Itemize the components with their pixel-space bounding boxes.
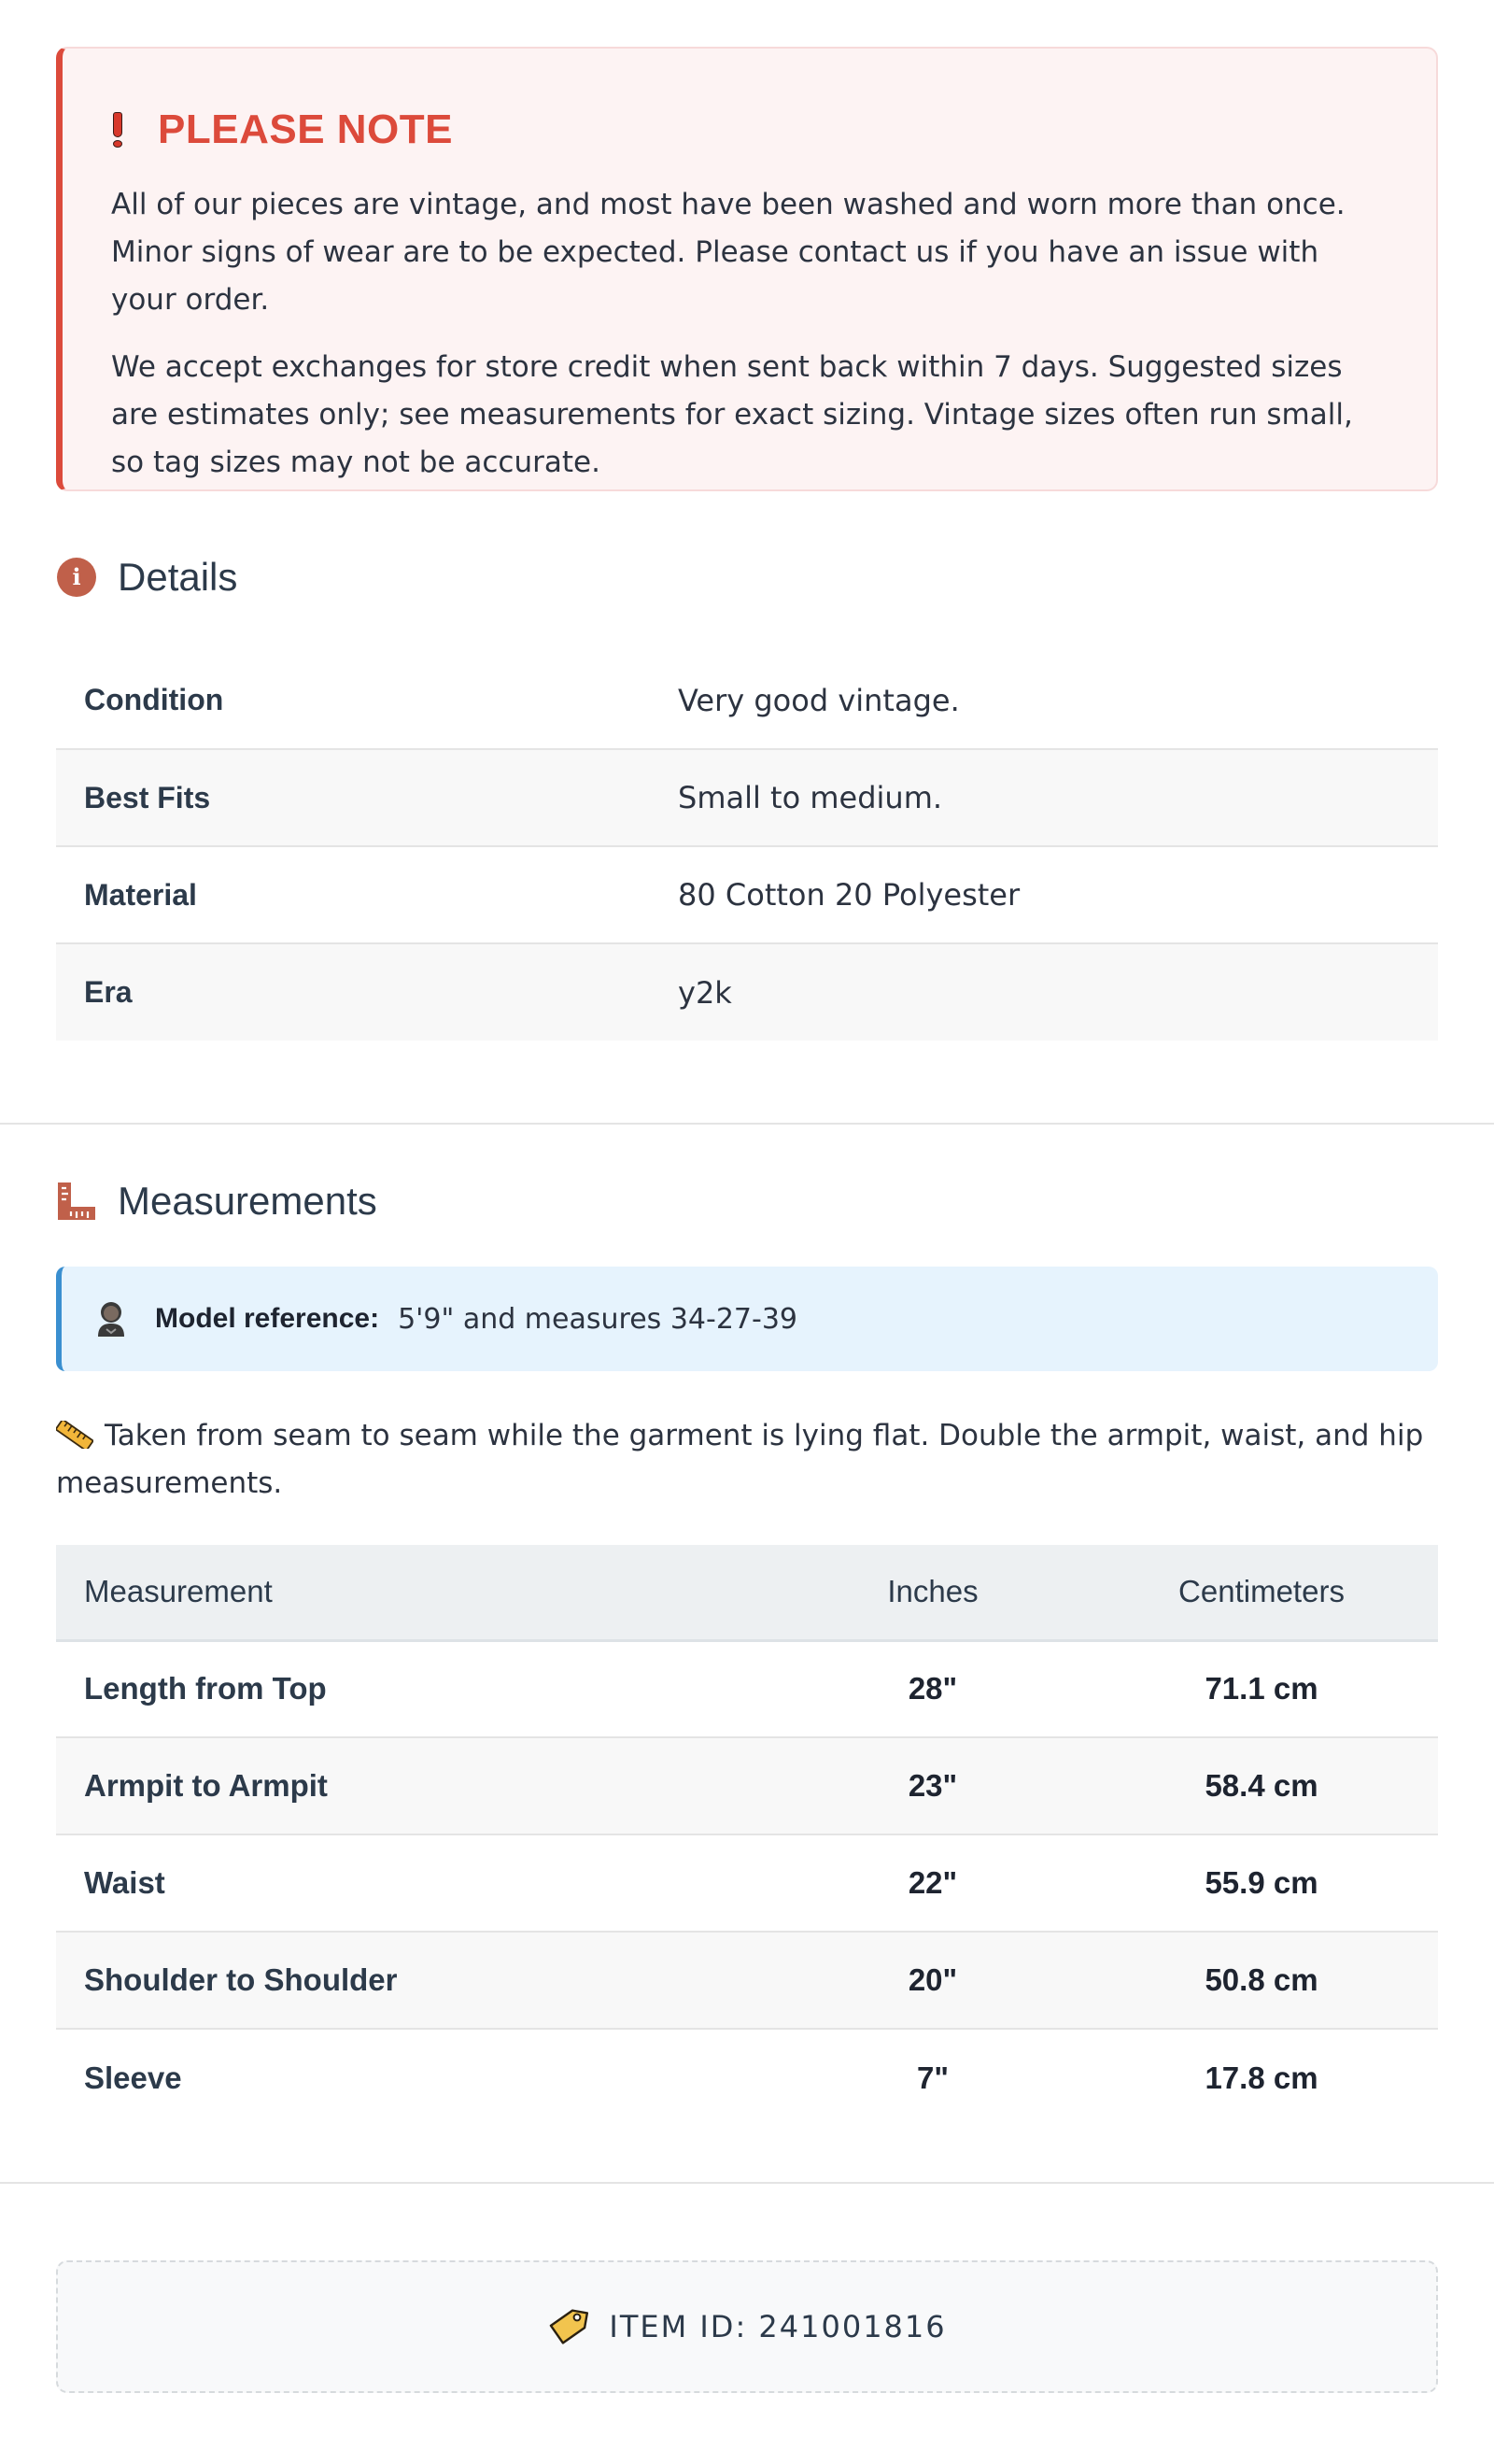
note-paragraph: All of our pieces are vintage, and most have been washed and worn more than once. Minor signs of wear are to be expected. Please contact us if you have an issue with your order. bbox=[111, 188, 1346, 317]
model-reference bbox=[56, 1267, 1438, 1371]
detail-value: Very good vintage. bbox=[678, 682, 960, 718]
detail-label: Best Fits bbox=[56, 749, 678, 846]
note-header bbox=[111, 106, 1388, 153]
measurements-header bbox=[56, 1173, 1438, 1229]
model-reference-label: Model reference: bbox=[155, 1303, 380, 1334]
details-header bbox=[56, 549, 1438, 605]
measurement-name: Length from Top bbox=[84, 1671, 327, 1706]
detail-label: Condition bbox=[84, 683, 224, 716]
instructions-text: Taken from seam to seam while the garment is lying flat. Double the armpit, waist, and hip measurements. bbox=[56, 1419, 1424, 1500]
column-header: Centimeters bbox=[1085, 1545, 1438, 1640]
detail-value: y2k bbox=[678, 943, 1438, 1041]
measurements-title: Measurements bbox=[118, 1179, 377, 1223]
table-row bbox=[56, 749, 1438, 846]
table-row bbox=[56, 652, 1438, 749]
note-title: PLEASE NOTE bbox=[158, 106, 453, 152]
note-paragraph: We accept exchanges for store credit when sent back within 7 days. Suggested sizes are estimates only; see measurements for exact sizing. Vintage sizes often run small, so tag sizes may not be accurate. bbox=[111, 350, 1353, 479]
info-icon: i bbox=[57, 558, 96, 597]
measurement-cm: 55.9 cm bbox=[1085, 1834, 1438, 1932]
table-row bbox=[56, 1932, 1438, 2029]
exclamation-icon bbox=[111, 112, 124, 148]
measurement-cm: 71.1 cm bbox=[1205, 1671, 1318, 1706]
measurement-name: Armpit to Armpit bbox=[56, 1737, 781, 1834]
measurement-inches: 22" bbox=[781, 1834, 1085, 1932]
measurement-instructions bbox=[56, 1412, 1438, 1508]
person-icon bbox=[95, 1300, 127, 1338]
table-row bbox=[56, 943, 1438, 1041]
measurement-name: Waist bbox=[56, 1834, 781, 1932]
measurement-inches: 7" bbox=[781, 2029, 1085, 2126]
tag-icon bbox=[547, 2306, 588, 2347]
column-header: Inches bbox=[781, 1545, 1085, 1640]
detail-label: Era bbox=[56, 943, 678, 1041]
measurement-name: Shoulder to Shoulder bbox=[56, 1932, 781, 2029]
column-header: Measurement bbox=[56, 1545, 781, 1640]
measurements-table bbox=[56, 1545, 1438, 2126]
details-title: Details bbox=[118, 555, 238, 599]
measurement-cm: 58.4 cm bbox=[1085, 1737, 1438, 1834]
measurement-inches: 20" bbox=[781, 1932, 1085, 2029]
ruler-icon bbox=[56, 1181, 97, 1222]
table-row bbox=[56, 2029, 1438, 2126]
item-id-box bbox=[56, 2260, 1438, 2393]
measurement-name: Sleeve bbox=[56, 2029, 781, 2126]
section-divider bbox=[0, 2182, 1494, 2184]
table-header-row bbox=[56, 1545, 1438, 1640]
table-row bbox=[56, 846, 1438, 943]
detail-label: Material bbox=[56, 846, 678, 943]
detail-value: Small to medium. bbox=[678, 749, 1438, 846]
please-note-box bbox=[56, 47, 1438, 491]
details-table bbox=[56, 652, 1438, 1041]
detail-value: 80 Cotton 20 Polyester bbox=[678, 846, 1438, 943]
table-row bbox=[56, 1737, 1438, 1834]
measurement-inches: 23" bbox=[781, 1737, 1085, 1834]
measurement-cm: 50.8 cm bbox=[1085, 1932, 1438, 2029]
measurement-inches: 28" bbox=[908, 1671, 958, 1706]
section-divider bbox=[0, 1123, 1494, 1125]
ruler-icon bbox=[56, 1421, 93, 1449]
table-row bbox=[56, 1640, 1438, 1737]
item-id: ITEM ID: 241001816 bbox=[609, 2309, 947, 2344]
model-reference-value: 5'9" and measures 34-27-39 bbox=[398, 1302, 797, 1336]
measurement-cm: 17.8 cm bbox=[1085, 2029, 1438, 2126]
table-row bbox=[56, 1834, 1438, 1932]
